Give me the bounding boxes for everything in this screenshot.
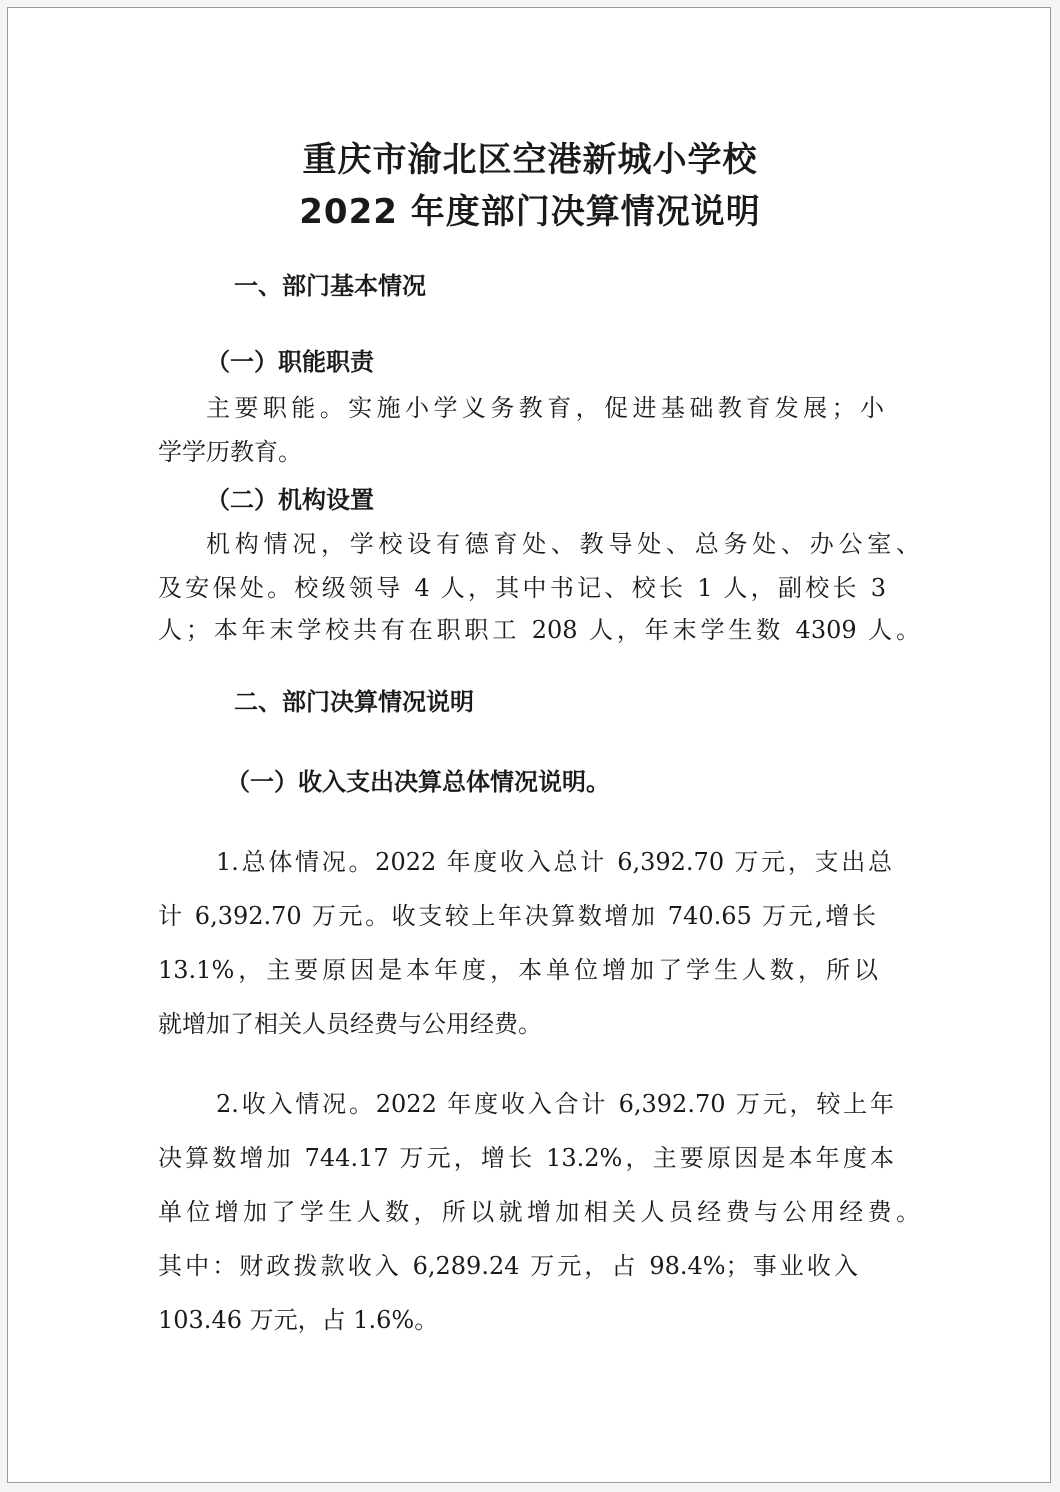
- paragraph-line: 13.1%，主要原因是本年度，本单位增加了学生人数，所以: [158, 956, 878, 984]
- paragraph-line: 主要职能。实施小学义务教育，促进基础教育发展；小: [206, 394, 884, 422]
- section1-sub2-heading: （二）机构设置: [206, 485, 374, 514]
- paragraph-line: 其中：财政拨款收入 6,289.24 万元，占 98.4%；事业收入: [158, 1252, 858, 1280]
- section2-heading: 二、部门决算情况说明: [234, 688, 474, 716]
- section2-sub1-heading: （一）收入支出决算总体情况说明。: [226, 767, 610, 796]
- paragraph-line: 单位增加了学生人数，所以就增加相关人员经费与公用经费。: [158, 1198, 920, 1226]
- paragraph-line: 2.收入情况。2022 年度收入合计 6,392.70 万元，较上年: [216, 1090, 894, 1118]
- paragraph-line: 及安保处。校级领导 4 人，其中书记、校长 1 人，副校长 3: [158, 574, 886, 602]
- paragraph-line: 1.总体情况。2022 年度收入总计 6,392.70 万元，支出总: [216, 848, 892, 876]
- paragraph-line: 103.46 万元，占 1.6%。: [158, 1306, 439, 1334]
- paragraph-line: 机构情况，学校设有德育处、教导处、总务处、办公室、: [206, 530, 920, 558]
- document-page: [7, 7, 1051, 1483]
- paragraph-line: 学学历教育。: [158, 438, 302, 466]
- paragraph-line: 决算数增加 744.17 万元，增长 13.2%，主要原因是本年度本: [158, 1144, 894, 1172]
- document-title-line2: 2022 年度部门决算情况说明: [299, 192, 761, 232]
- paragraph-line: 人；本年末学校共有在职职工 208 人，年末学生数 4309 人。: [158, 616, 920, 644]
- section1-heading: 一、部门基本情况: [234, 272, 426, 300]
- document-title-line1: 重庆市渝北区空港新城小学校: [302, 140, 758, 180]
- section1-sub1-heading: （一）职能职责: [206, 347, 374, 376]
- paragraph-line: 计 6,392.70 万元。收支较上年决算数增加 740.65 万元,增长: [158, 902, 876, 930]
- paragraph-line: 就增加了相关人员经费与公用经费。: [158, 1010, 542, 1038]
